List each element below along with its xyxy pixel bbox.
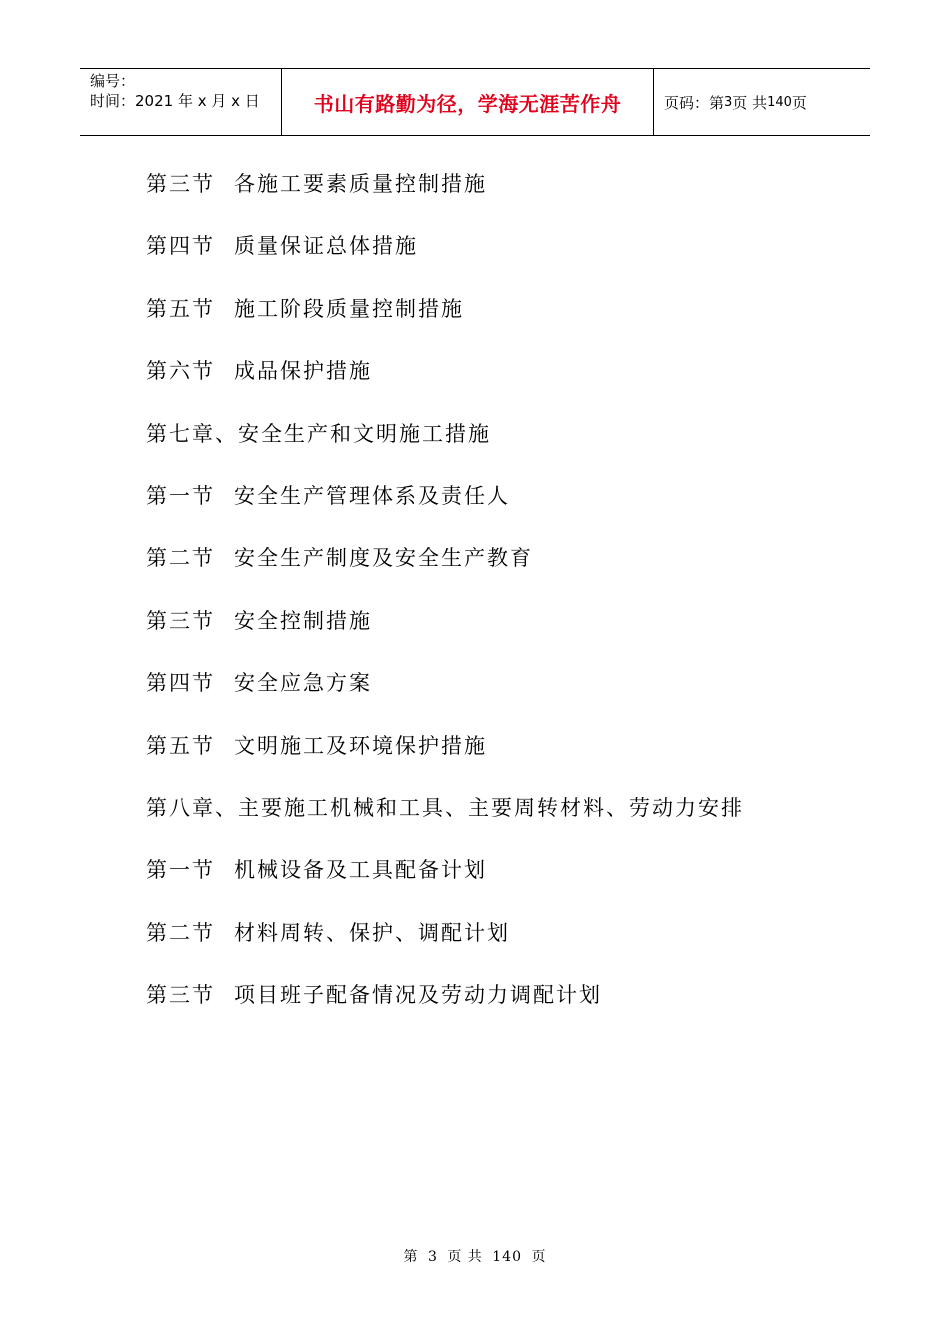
header-motto: 书山有路勤为径，学海无涯苦作舟	[313, 91, 622, 116]
toc-entry[interactable]	[146, 663, 866, 725]
toc-section-label: 第五节	[146, 733, 215, 758]
toc-section-label: 第三节	[146, 608, 215, 633]
toc-section-label: 第二节	[146, 920, 215, 945]
toc-section-label: 第一节	[146, 858, 215, 883]
toc-section-label: 第六节	[146, 359, 215, 384]
toc-chapter-title: 第七章、安全生产和文明施工措施	[146, 421, 491, 446]
toc-entry-title: 质量保证总体措施	[234, 234, 418, 259]
toc-entry[interactable]	[146, 476, 866, 538]
toc-entry-title: 各施工要素质量控制措施	[234, 172, 487, 196]
toc-entry[interactable]	[146, 289, 866, 351]
footer-page-current: 3	[427, 1249, 438, 1265]
toc-entry[interactable]	[146, 226, 866, 288]
toc-section-label: 第四节	[146, 671, 215, 696]
toc-chapter-entry[interactable]	[146, 414, 866, 476]
toc-section-label: 第三节	[146, 172, 215, 196]
toc-chapter-entry[interactable]	[146, 788, 866, 850]
toc-entry[interactable]	[146, 850, 866, 912]
header-page-cell	[654, 69, 870, 135]
toc-section-label: 第一节	[146, 483, 215, 508]
page-footer	[0, 1246, 950, 1266]
toc-entry[interactable]	[146, 601, 866, 663]
toc-entry-title: 安全控制措施	[234, 608, 372, 633]
toc-section-label: 第四节	[146, 234, 215, 259]
header-info-cell	[80, 69, 282, 135]
footer-page-mid: 页 共	[447, 1249, 483, 1265]
header-page-suffix: 页	[791, 93, 807, 112]
toc-entry[interactable]	[146, 164, 866, 226]
toc-entry[interactable]	[146, 913, 866, 975]
toc-entry-title: 安全生产管理体系及责任人	[234, 483, 510, 508]
page-header	[80, 68, 870, 136]
footer-page-prefix: 第	[403, 1249, 419, 1265]
toc-entry-title: 项目班子配备情况及劳动力调配计划	[234, 983, 602, 1008]
toc-entry[interactable]	[146, 726, 866, 788]
header-page-total: 140	[767, 94, 792, 110]
table-of-contents	[146, 164, 866, 1037]
toc-chapter-title: 第八章、主要施工机械和工具、主要周转材料、劳动力安排	[146, 795, 744, 820]
document-number-label: 编号：	[90, 72, 136, 90]
toc-entry[interactable]	[146, 538, 866, 600]
document-date-label: 时间：2021 年 x 月 x 日	[90, 92, 260, 110]
toc-entry-title: 施工阶段质量控制措施	[234, 296, 464, 321]
toc-section-label: 第三节	[146, 983, 215, 1008]
toc-entry-title: 文明施工及环境保护措施	[234, 733, 487, 758]
toc-entry-title: 安全生产制度及安全生产教育	[234, 546, 533, 571]
toc-entry-title: 机械设备及工具配备计划	[234, 858, 487, 883]
toc-section-label: 第二节	[146, 546, 215, 571]
footer-page-total: 140	[492, 1249, 522, 1265]
toc-entry[interactable]	[146, 351, 866, 413]
header-page-prefix: 页码：第	[664, 93, 725, 112]
toc-entry-title: 材料周转、保护、调配计划	[234, 920, 510, 945]
header-motto-cell	[282, 69, 654, 135]
header-page-mid: 页 共	[732, 93, 768, 112]
header-page-current: 3	[724, 94, 733, 110]
toc-entry[interactable]	[146, 975, 866, 1037]
toc-section-label: 第五节	[146, 296, 215, 321]
toc-entry-title: 安全应急方案	[234, 671, 372, 696]
toc-entry-title: 成品保护措施	[234, 359, 372, 384]
footer-page-suffix: 页	[531, 1249, 547, 1265]
